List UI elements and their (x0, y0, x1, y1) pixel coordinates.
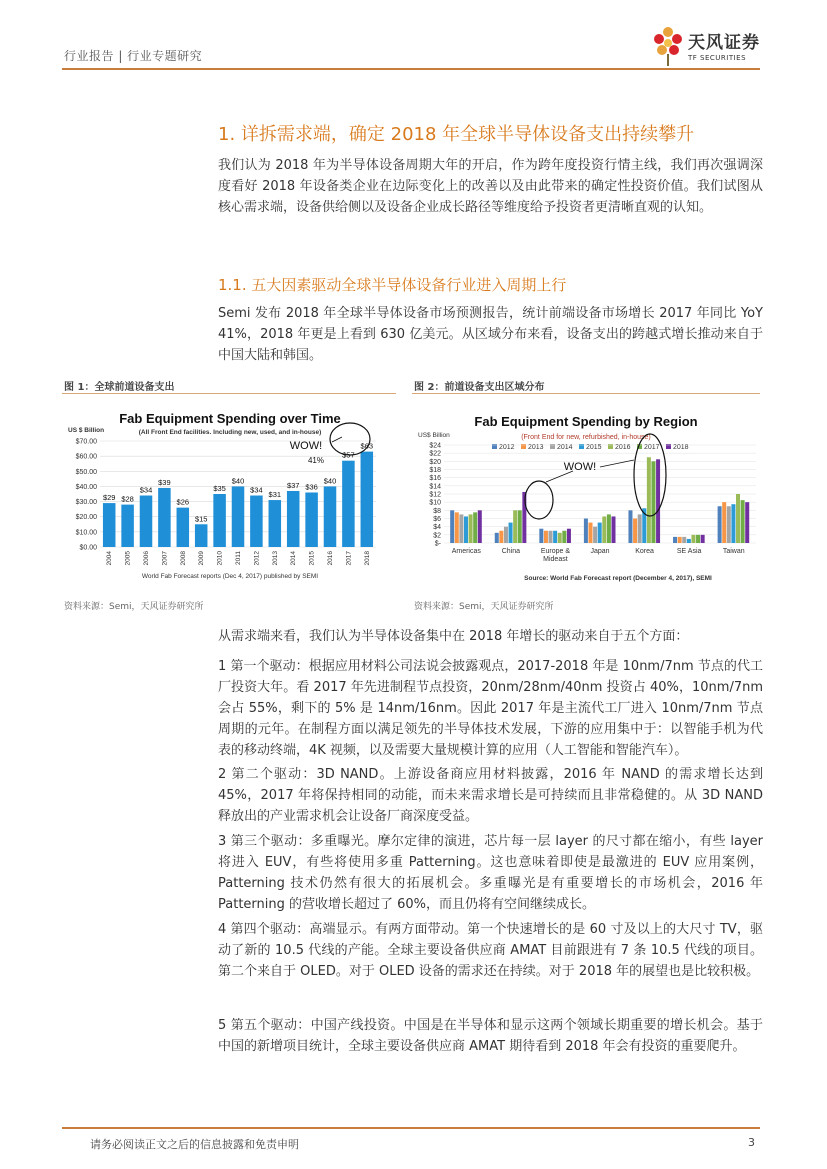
figure-1-source: 资料来源：Semi，天风证券研究所 (64, 602, 204, 612)
chart1-value-label: $34 (250, 485, 263, 495)
chart1-xtick-label: 2015 (308, 551, 316, 566)
chart2-legend-label: 2014 (557, 444, 573, 451)
header-category: 行业报告 | 行业专题研究 (64, 49, 203, 63)
chart2-bar (731, 504, 735, 543)
chart2-xtick-label: Japan (590, 548, 610, 555)
chart2-source: Source: World Fab Forecast report (December 4, 2017), SEMI (524, 575, 712, 582)
chart1-wow-annotation: WOW! (289, 440, 323, 452)
chart2-ytick-label: $8 (433, 507, 441, 515)
chart2-xtick-label: Taiwan (722, 548, 745, 555)
chart2-bar (499, 531, 503, 543)
chart2-bar (495, 533, 499, 543)
chart1-bar (140, 496, 153, 547)
header-divider (62, 68, 760, 70)
section-1-1-title: 1.1. 五大因素驱动全球半导体设备行业进入周期上行 (218, 276, 567, 294)
chart1-bar (177, 508, 190, 547)
chart1-bar (158, 488, 171, 547)
chart1-xtick-label: 2007 (161, 551, 169, 566)
body-driver-4: 4 第四个驱动：高端显示。有两方面带动。第一个快速增长的是 60 寸及以上的大尺寸 TV，驱动了新的 10.5 代线的产能。全球主要设备供应商 AMAT 目前跟进有 7 条 10.5 代线的项目。第二个来自于 OLED。对于 OLED 设备的需求还在持续。对于 2018 年的展望也是比较积极。 (218, 922, 763, 979)
figure-1-label: 图 1：全球前道设备支出 (64, 382, 175, 393)
chart2-bar (504, 527, 508, 543)
section-1-1-paragraph: Semi 发布 2018 年全球半导体设备市场预测报告，统计前端设备市场增长 2017 年同比 YoY 41%，2018 年更是上看到 630 亿美元。从区域分布来看，设备支出的跨越式增长推动来自于中国大陆和韩国。 (218, 306, 763, 363)
chart2-bar (473, 512, 477, 543)
chart1-bar (121, 505, 134, 547)
chart2-bar (696, 535, 700, 543)
chart2-ytick-label: $2 (433, 532, 441, 540)
body-driver-3: 3 第三个驱动：多重曝光。摩尔定律的演进，芯片每一层 layer 的尺寸都在缩小，有些 layer 将进入 EUV，有些将使用多重 Patterning。这也意味着即使是最激进的 EUV 应用案例，Patterning 技术仍然有很大的拓展机会。多重曝光是有重要增长的市场机会，2016 年 Patterning 的营收增长超过了 60%，而且仍将有空间继续成长。 (218, 834, 763, 912)
chart2-bar (736, 494, 740, 543)
chart1-value-label: $37 (286, 480, 300, 490)
chart2-bar (607, 514, 611, 543)
footer-disclaimer: 请务必阅读正文之后的信息披露和免责申明 (90, 1138, 299, 1151)
chart2-china-circle (525, 481, 553, 519)
chart-fab-spending-over-time (64, 397, 396, 593)
chart2-ytick-label: $20 (429, 458, 441, 466)
figure-2-label: 图 2：前道设备支出区域分布 (414, 382, 545, 393)
logo-english-name: TF SECURITIES (688, 54, 747, 62)
chart1-xtick-label: 2004 (106, 551, 114, 566)
chart1-ytick-label: $10.00 (75, 529, 97, 537)
chart1-source: World Fab Forecast reports (Dec 4, 2017) published by SEMI (141, 573, 319, 580)
chart2-bar (673, 537, 677, 543)
chart1-value-label: $26 (176, 497, 190, 507)
company-logo (650, 24, 762, 68)
chart2-xtick-label: China (501, 548, 521, 555)
chart2-bar (701, 535, 705, 543)
chart2-wow-pointer-right (600, 460, 634, 467)
chart1-value-label: $40 (231, 476, 245, 486)
chart2-legend-label: 2018 (673, 444, 689, 451)
chart1-value-label: $28 (121, 494, 134, 504)
figure-2-rule (412, 393, 760, 394)
chart1-ytick-label: $40.00 (75, 483, 97, 491)
section-1-paragraph: 我们认为 2018 年为半导体设备周期大年的开启，作为跨年度投资行情主线，我们再次强调深度看好 2018 年设备类企业在边际变化上的改善以及由此带来的确定性投资价值。我们试图从核心需求端，设备供给侧以及设备企业成长路径等维度给予投资者更清晰直观的认知。 (218, 158, 763, 215)
chart1-value-label: $34 (139, 485, 153, 495)
chart2-bar (593, 527, 597, 543)
chart2-bar (464, 516, 468, 543)
chart1-ytick-label: $0.00 (79, 544, 97, 552)
chart1-xtick-label: 2011 (235, 551, 242, 565)
chart1-subtitle: (All Front End facilities. Including new, used, and in-house) (138, 429, 322, 436)
body-driver-1: 1 第一个驱动：根据应用材料公司法说会披露观点，2017-2018 年是 10nm/7nm 节点的代工厂投资大年。看 2017 年先进制程节点投资，20nm/28nm/40nm 投资占 40%，10nm/7nm 会占 55%，剩下的 5% 是 14nm/16nm。因此 2017 年是主流代工厂进入 10nm/7nm 节点周期的元年。在制程方面以满足领先的半导体技术发展，下游的应用集中于：以智能手机为代表的移动终端，4K 视频，以及需要大量规模计算的应用（人工智能和智能汽车）。 (218, 659, 763, 758)
chart1-value-label: $35 (213, 484, 226, 493)
chart2-bar (513, 510, 517, 543)
chart1-ytick-label: $30.00 (75, 499, 97, 507)
chart1-value-label: $29 (102, 493, 116, 503)
section-1-title: 1. 详拆需求端，确定 2018 年全球半导体设备支出持续攀升 (218, 124, 695, 145)
chart2-bar (562, 531, 566, 543)
chart2-ytick-label: $6 (433, 516, 441, 523)
chart2-bar (741, 500, 745, 543)
logo-name: 天风证券 (688, 33, 760, 53)
chart2-xtick-label: SE Asia (676, 548, 702, 555)
chart2-legend-label: 2016 (615, 444, 631, 451)
chart2-bar (544, 531, 548, 543)
chart1-ytick-label: $60.00 (75, 453, 97, 461)
body-driver-2: 2 第二个驱动：3D NAND。上游设备商应用材料披露，2016 年 NAND 的需求增长达到 45%，2017 年将保持相同的动能，而未来需求增长是可持续而且非常稳健的。从 3D NAND 释放出的产业需求机会让设备厂商深度受益。 (218, 767, 763, 824)
chart2-ytick-label: $16 (429, 475, 441, 483)
chart2-bar (638, 514, 642, 543)
body-intro: 从需求端来看，我们认为半导体设备集中在 2018 年增长的驱动来自于五个方面： (218, 629, 689, 644)
chart2-bar (584, 519, 588, 544)
chart2-xtick-label: Europe & (540, 548, 571, 555)
chart1-ytick-label: $20.00 (75, 514, 97, 522)
chart1-bar (195, 524, 208, 547)
chart2-bar (558, 533, 562, 543)
chart2-bar (598, 523, 602, 543)
chart1-xtick-label: 2014 (290, 551, 298, 566)
chart2-bar (518, 510, 522, 543)
chart1-xtick-label: 2016 (327, 551, 334, 566)
chart2-xtick-label: Korea (635, 548, 654, 555)
chart2-ylabel: US$ Billion (418, 432, 450, 439)
chart2-bar (647, 457, 651, 543)
chart1-ytick-label: $70.00 (75, 438, 97, 446)
chart1-value-label: $63 (360, 441, 374, 451)
chart2-ytick-label: $12 (429, 491, 441, 499)
chart2-bar (589, 523, 593, 543)
chart1-bar (269, 500, 282, 547)
chart2-bar (682, 537, 686, 543)
chart1-bar (103, 503, 116, 547)
figure-2-source: 资料来源：Semi，天风证券研究所 (414, 602, 554, 612)
chart2-bar (687, 539, 691, 543)
chart1-bar (213, 494, 226, 547)
chart2-legend-label: 2017 (644, 444, 660, 451)
chart1-bar (287, 491, 300, 547)
logo-flower-icon (650, 24, 686, 68)
chart2-bar (478, 510, 482, 543)
chart2-subtitle: (Front End for new, refurbished, in-house) (521, 434, 651, 441)
chart2-legend-label: 2013 (528, 444, 544, 451)
chart2-ytick-label: $14 (429, 483, 441, 491)
chart2-bar (628, 510, 632, 543)
chart1-xtick-label: 2006 (143, 551, 150, 566)
chart2-legend-label: 2015 (586, 444, 602, 451)
chart2-bar (727, 506, 731, 543)
chart2-ytick-label: $22 (429, 450, 441, 458)
footer-divider (62, 1127, 760, 1129)
chart2-bar (633, 519, 637, 544)
chart2-bar (459, 514, 463, 543)
chart1-xtick-label: 2017 (345, 551, 353, 566)
chart2-bar (567, 529, 571, 543)
chart1-value-label: $39 (158, 477, 171, 487)
chart1-bar (232, 486, 245, 547)
chart2-bar (656, 459, 660, 543)
chart2-bar (612, 516, 616, 543)
page-number: 3 (748, 1136, 755, 1149)
chart2-ytick-label: $10 (429, 499, 441, 507)
chart2-bar (691, 535, 695, 543)
chart1-growth-annotation: 41% (307, 456, 325, 465)
chart2-bar (469, 514, 473, 543)
chart1-bar (305, 492, 318, 547)
body-driver-5: 5 第五个驱动：中国产线投资。中国是在半导体和显示这两个领域长期重要的增长机会。基于中国的新增项目统计，全球主要设备供应商 AMAT 期待看到 2018 年会有投资的重要爬升。 (218, 1018, 763, 1054)
chart2-bar (722, 502, 726, 543)
chart2-bar (651, 461, 655, 543)
chart2-bar (455, 512, 459, 543)
chart1-value-label: $31 (268, 490, 282, 500)
chart2-bar (549, 531, 553, 543)
chart1-value-label: $57 (342, 450, 355, 460)
chart1-xtick-label: 2009 (198, 551, 206, 566)
chart2-bar (718, 506, 722, 543)
chart2-bar (602, 516, 606, 543)
chart1-xtick-label: 2013 (271, 551, 279, 566)
chart1-xtick-label: 2010 (216, 551, 224, 566)
chart2-bar (678, 537, 682, 543)
chart-fab-spending-by-region (412, 397, 760, 593)
chart2-wow-annotation: WOW! (563, 461, 597, 473)
chart2-ytick-label: $- (434, 540, 441, 548)
chart2-bar (539, 529, 543, 543)
chart2-title: Fab Equipment Spending by Region (474, 414, 698, 429)
chart2-bar (745, 502, 749, 543)
figure-1-rule (62, 393, 396, 394)
chart2-ytick-label: $24 (429, 442, 441, 450)
chart2-legend-label: 2012 (499, 444, 515, 451)
chart1-bar (250, 496, 263, 547)
chart1-value-label: $40 (323, 476, 337, 486)
chart2-bar (509, 523, 513, 543)
chart2-bar (553, 531, 557, 543)
chart1-ylabel: US $ Billion (68, 427, 105, 434)
chart2-ytick-label: $18 (429, 467, 441, 474)
chart1-value-label: $15 (194, 514, 208, 524)
chart1-bar (361, 452, 374, 547)
chart1-bar (342, 461, 355, 547)
chart1-xtick-label: 2005 (124, 551, 132, 566)
chart1-title: Fab Equipment Spending over Time (119, 411, 341, 426)
chart2-bar (522, 492, 526, 543)
chart1-bar (324, 486, 337, 547)
chart1-ytick-label: $50.00 (75, 468, 97, 476)
chart2-bar (450, 510, 454, 543)
chart1-xtick-label: 2012 (253, 551, 261, 566)
chart2-xtick-label: Mideast (543, 556, 568, 563)
chart1-value-label: $36 (305, 482, 318, 492)
chart2-ytick-label: $4 (433, 524, 441, 532)
chart2-xtick-label: Americas (451, 548, 481, 555)
chart1-xtick-label: 2018 (363, 551, 371, 566)
chart1-xtick-label: 2008 (179, 551, 187, 566)
